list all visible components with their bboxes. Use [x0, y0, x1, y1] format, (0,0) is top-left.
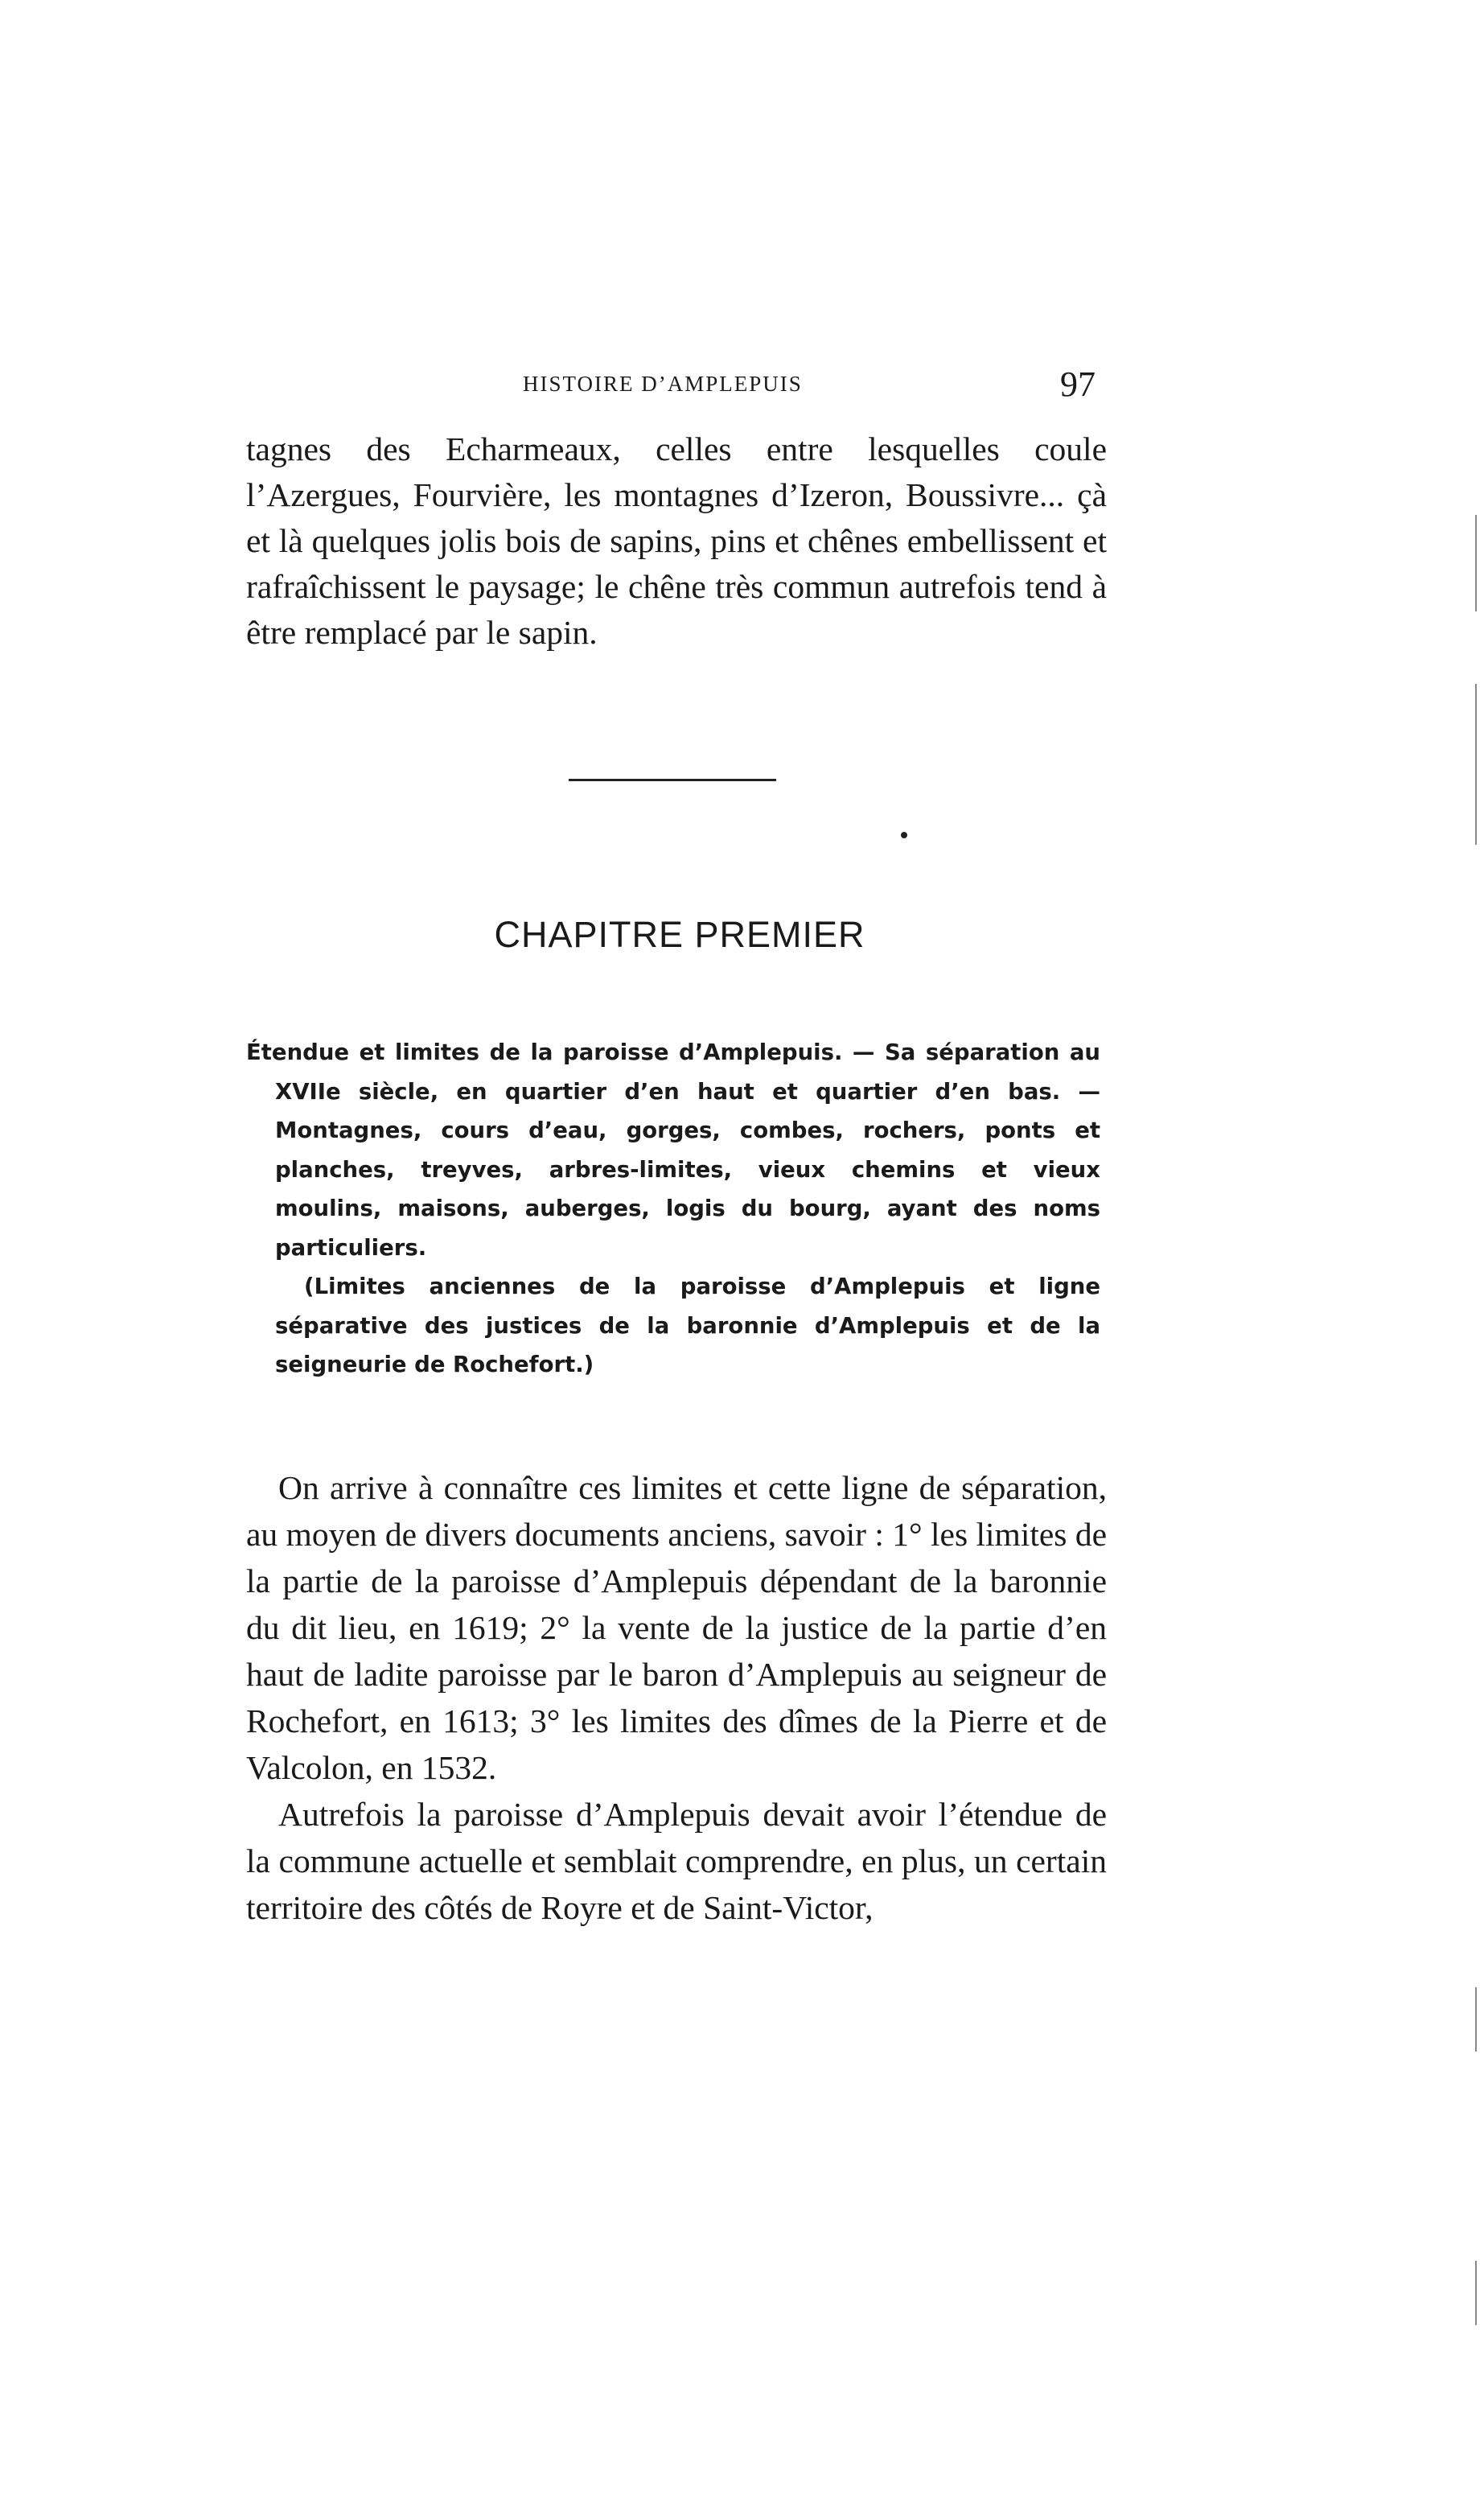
running-head: HISTOIRE D’AMPLEPUIS: [523, 372, 803, 396]
chapter-summary: [246, 1033, 1100, 1385]
summary-text: Étendue et limites de la paroisse d’Amplepuis. — Sa séparation au XVIIe siècle, en quartier d’en haut et quartier d’en bas. — Montagnes, cours d’eau, gorges, combes, rochers, ponts et planches, treyves, arbres-limites, vieux chemins et vieux moulins, maisons, auberges, logis du bourg, ayant des noms particuliers.: [246, 1039, 1100, 1261]
continuation-paragraph: tagnes des Echarmeaux, celles entre lesquelles coule l’Azergues, Fourvière, les montagnes d’Izeron, Boussivre... çà et là quelques jolis bois de sapins, pins et chênes embellissent et rafraîchissent le paysage; le chêne très commun autrefois tend à être remplacé par le sapin.: [246, 430, 1107, 651]
chapter-body: [246, 1464, 1107, 1931]
scan-edge-mark: [1475, 1987, 1477, 2052]
body-paragraph: On arrive à connaître ces limites et cette ligne de séparation, au moyen de divers documents anciens, savoir : 1° les limites de la partie de la paroisse d’Amplepuis dépendant de la baronnie du dit lieu, en 1619; 2° la vente de la justice de la partie d’en haut de ladite paroisse par le baron d’Amplepuis au seigneur de Rochefort, en 1613; 3° les limites des dîmes de la Pierre et de Valcolon, en 1532.: [246, 1469, 1107, 1786]
scan-edge-mark: [1475, 2261, 1477, 2325]
page-number: 97: [1060, 364, 1096, 404]
summary-subtext: (Limites anciennes de la paroisse d’Amplepuis et ligne séparative des justices de la baronnie d’Amplepuis et de la seigneurie de Rochefort.): [275, 1274, 1100, 1377]
section-divider: [569, 779, 776, 781]
ornament-dot: [901, 832, 907, 838]
body-paragraph: Autrefois la paroisse d’Amplepuis devait avoir l’étendue de la commune actuelle et semblait comprendre, en plus, un certain territoire des côtés de Royre et de Saint-Victor,: [246, 1796, 1107, 1926]
scan-edge-mark: [1475, 515, 1477, 611]
chapter-title: CHAPITRE PREMIER: [494, 914, 865, 955]
scan-edge-mark: [1475, 684, 1477, 845]
